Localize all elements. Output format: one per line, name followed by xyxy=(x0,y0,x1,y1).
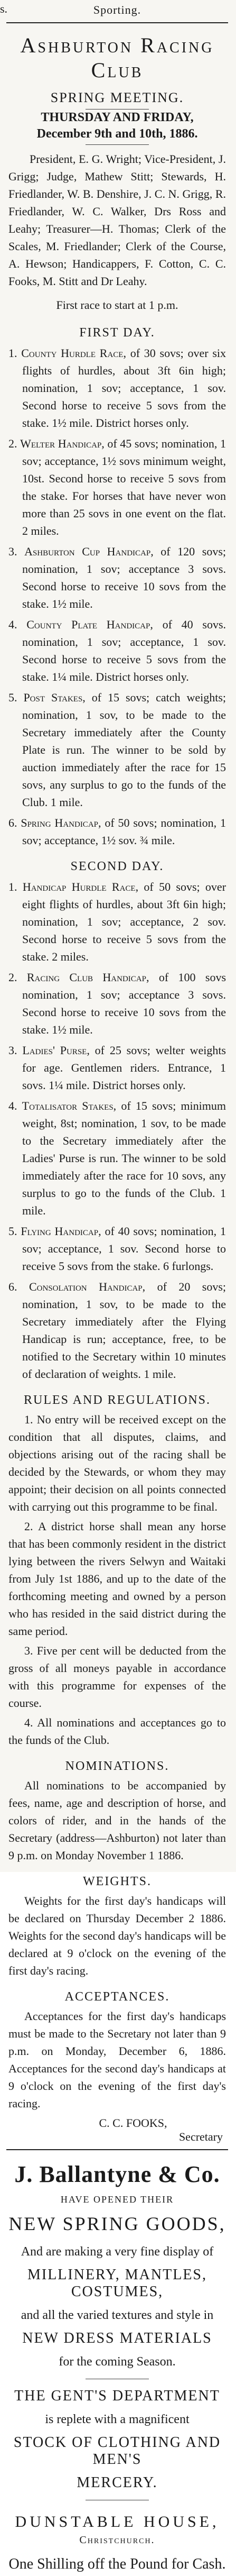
nominations-heading: NOMINATIONS. xyxy=(65,1759,169,1773)
club-title: Ashburton Racing Club xyxy=(20,33,214,82)
race-entry: 4. Totalisator Stakes, of 15 sovs; minimum weight, 8st; nomination, 1 sov, to be made to the Secretary immediately after the Ladies' Purse is run. The winner to be sold immediately after the race for 10 sovs, any surplus to go to the funds of the Club. 1 mile. xyxy=(8,1099,226,1217)
signature-name: C. C. FOOKS, xyxy=(99,2116,167,2130)
first-race-note: First race to start at 1 p.m. xyxy=(56,298,178,312)
edge-mark: s. xyxy=(0,2,8,15)
signature-title: Secretary xyxy=(178,2130,223,2143)
rule-item: 2. A district horse shall mean any horse that has been commonly resident in the district lying between the rivers Selwyn and Waitaki from July 1st 1886, and up to the date of the forthcoming meeting and owned by a person who has resided in the said district during the same period. xyxy=(8,1520,226,1638)
advert-name: J. Ballantyne & Co. xyxy=(14,2161,220,2187)
advert-new-spring: NEW SPRING GOODS, xyxy=(8,2213,226,2234)
meeting-title: SPRING MEETING. xyxy=(50,90,184,105)
page-column xyxy=(6,0,228,2576)
advert-dress: NEW DRESS MATERIALS xyxy=(22,2330,212,2346)
section-heading: Sporting. xyxy=(93,3,141,16)
advert-city: Christchurch. xyxy=(79,2534,155,2546)
acceptances-heading: ACCEPTANCES. xyxy=(64,1990,170,2004)
race-entry: 1. County Hurdle Race, of 30 sovs; over six flights of hurdles, about 3ft 6in high; nomination, 1 sov; acceptance, 1 sov. Second horse to receive 5 sovs from the stake. 1½ mile. District horses only. xyxy=(8,346,226,430)
rules-heading: RULES AND REGULATIONS. xyxy=(23,1393,211,1407)
dates-line-1: THURSDAY AND FRIDAY, xyxy=(41,111,194,124)
weights-heading: WEIGHTS. xyxy=(83,1875,152,1888)
first-day-races xyxy=(6,343,228,851)
rule-item: 1. No entry will be received except on the condition that all disputes, claims, and objections arising out of the racing shall be decided by the Stewards, or whom they may appoint; their decision on all points connected with carrying out this programme to be final. xyxy=(8,1413,226,1513)
advert-making: And are making a very fine display of xyxy=(21,2245,214,2259)
race-entry: 4. County Plate Handicap, of 40 sovs. nomination, 1 sov; acceptance, 1 sov. Second horse to receive 5 sovs from the stake. 1¼ mile. District horses only. xyxy=(8,618,226,683)
race-entry: 3. Ladies' Purse, of 25 sovs; welter weights for age. Gentlemen riders. Entrance, 1 sovs. 1¼ mile. District horses only. xyxy=(8,1044,226,1092)
first-day-heading: FIRST DAY. xyxy=(79,326,155,340)
advert-gents: THE GENT'S DEPARTMENT xyxy=(14,2388,220,2404)
advert-mercery: MERCERY. xyxy=(77,2474,158,2491)
advert-foot: One Shilling off the Pound for Cash. xyxy=(8,2556,226,2572)
race-entry: 5. Flying Handicap, of 40 sovs; nomination, 1 sov; acceptance, 1 sov. Second horse to receive 5 sovs from the stake. 6 furlongs. xyxy=(8,1225,226,1273)
second-day-heading: SECOND DAY. xyxy=(70,860,164,873)
rule-item: 3. Five per cent will be deducted from the gross of all moneys payable in accordance with this programme for expenses of the course. xyxy=(8,1644,226,1710)
rule-item: 4. All nominations and acceptances go to the funds of the Club. xyxy=(8,1716,226,1747)
nominations-text: All nominations to be accompanied by fees, name, age and description of horse, and colors of rider, and in the hands of the Secretary (address—Ashburton) not later than 9 p.m. on Monday November 1 1886. xyxy=(8,1779,226,1862)
race-entry: 6. Spring Handicap, of 50 sovs; nomination, 1 sov; acceptance, 1½ sov. ¾ mile. xyxy=(8,816,226,847)
race-entry: 6. Consolation Handicap, of 20 sovs; nomination, 1 sov, to be made to the Secretary immediately after the Flying Handicap is run; acceptance, free, to be notified to the Secretary within 10 minutes of declaration of weights. 1 mile. xyxy=(8,1280,226,1381)
advert-season: for the coming Season. xyxy=(59,2355,176,2369)
officers-paragraph: President, E. G. Wright; Vice-President, J. Grigg; Judge, Mathew Stitt; Stewards, H. Friedlander, W. B. Denshire, J. C. N. Grigg, R. Friedlander, W. C. Walker, Drs Ross and Leahy; Treasurer—H. Thomas; Clerk of the Scales, M. Friedlander; Clerk of the Course, A. Hewson; Handicappers, F. Cotton, C. C. Fooks, M. Stitt and Dr Leahy. xyxy=(8,152,226,288)
advert-goods-line: MILLINERY, MANTLES, COSTUMES, xyxy=(27,2267,207,2300)
race-entry: 3. Ashburton Cup Handicap, of 120 sovs; nomination, 1 sov; acceptance 3 sovs. Second horse to receive 10 sovs from the stake. 1½ mile. xyxy=(8,545,226,610)
weights-text: Weights for the first day's handicaps will be declared on Thursday December 2 1886. Weights for the second day's handicaps will be declared at 9 o'clock on the evening of the first day's racing. xyxy=(8,1894,226,1977)
dates-line-2: December 9th and 10th, 1886. xyxy=(36,127,198,141)
race-entry: 5. Post Stakes, of 15 sovs; catch weights; nomination, 1 sov, to be made to the Secretary immediately after the County Plate is run. The winner to be sold by auction immediately after the race for 15 sovs, any surplus to go to the funds of the Club. 1 mile. xyxy=(8,691,226,809)
race-entry: 1. Handicap Hurdle Race, of 50 sovs; over eight flights of hurdles, about 3ft 6in high; nomination, 1 sov; acceptance, 2 sov. Second horse to receive 5 sovs from the stake. 2 miles. xyxy=(8,880,226,963)
advert-textures: and all the varied textures and style in xyxy=(21,2308,214,2322)
advert-replete: is replete with a magnificent xyxy=(45,2413,190,2426)
advert-house: DUNSTABLE HOUSE, xyxy=(15,2513,220,2531)
race-entry: 2. Racing Club Handicap, of 100 sovs nomination, 1 sov; acceptance 3 sovs. Second horse to receive 10 sovs from the stake. 1½ mile. xyxy=(8,971,226,1036)
advert-stock: STOCK OF CLOTHING AND MEN'S xyxy=(13,2434,221,2468)
advert-opened: HAVE OPENED THEIR xyxy=(60,2194,174,2205)
acceptances-text: Acceptances for the first day's handicaps must be made to the Secretary not later than 9 p.m. on Monday, December 6, 1886. Acceptances for the second day's handicaps at 9 o'clock on the evening of the first day's racing. xyxy=(8,2009,226,2110)
second-day-races xyxy=(6,877,228,1385)
race-entry: 2. Welter Handicap, of 45 sovs; nomination, 1 sov; acceptance, 1½ sovs minimum weight, 10st. Second horse to receive 5 sovs from the stake. For horses that have never won more than 25 sovs in one event on the flat. 2 miles. xyxy=(8,437,226,537)
